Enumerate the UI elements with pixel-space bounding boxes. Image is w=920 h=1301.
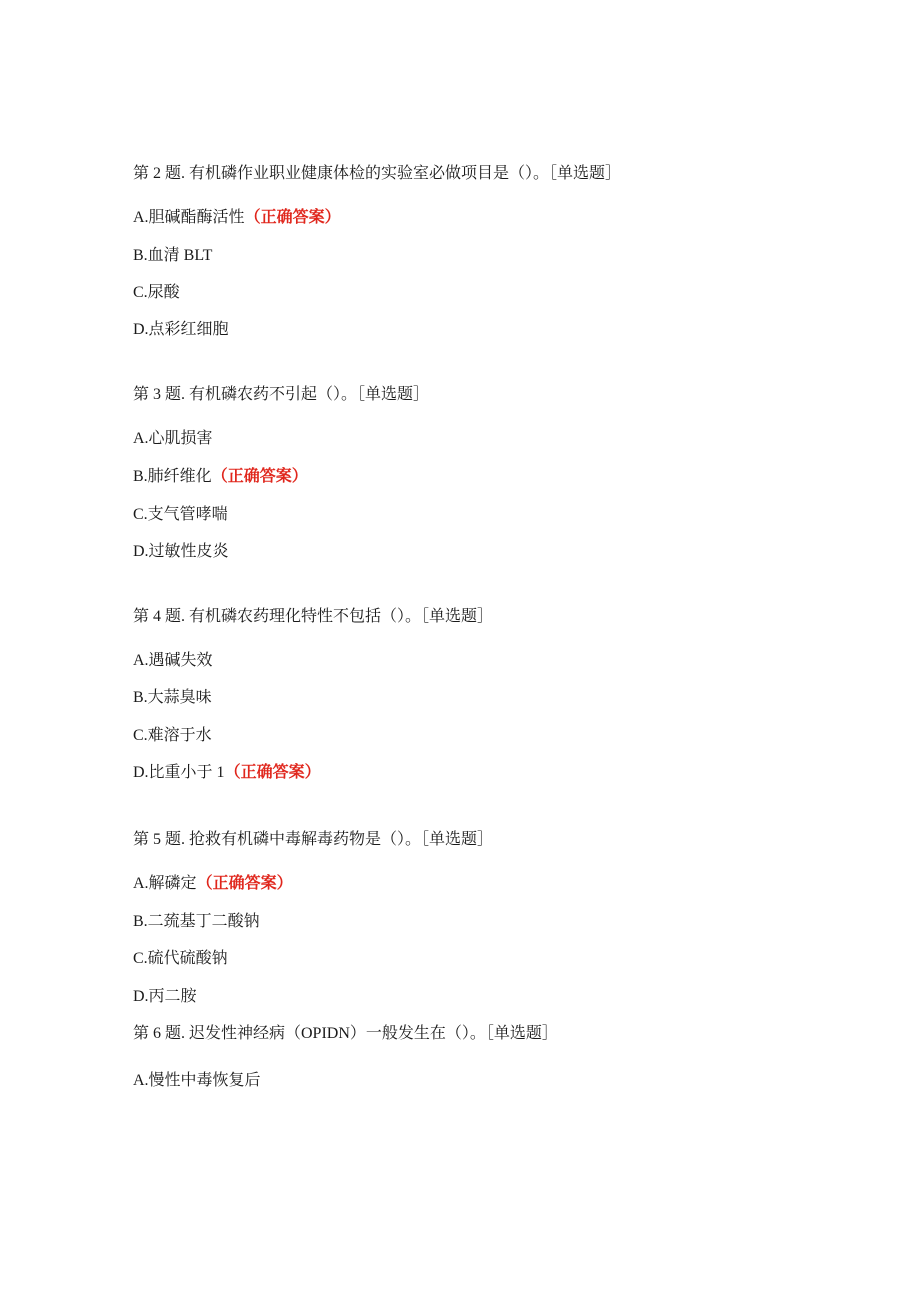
correct-answer-mark: （正确答案）: [196, 875, 293, 892]
option-item: [133, 688, 212, 708]
question-title: 第 5 题. 抢救有机磷中毒解毒药物是（）。［单选题］: [133, 831, 494, 848]
option-text: B.大蒜臭味: [133, 689, 212, 706]
question-title: 第 2 题. 有机磷作业职业健康体检的实验室必做项目是（）。［单选题］: [133, 165, 622, 182]
option-item: [133, 987, 197, 1007]
option-text: A.遇碱失效: [133, 652, 213, 669]
question-title: 第 6 题. 迟发性神经病（OPIDN）一般发生在（）。［单选题］: [133, 1025, 558, 1042]
option-item: [133, 467, 308, 487]
option-text: A.胆碱酯酶活性: [133, 209, 245, 226]
option-text: B.二巯基丁二酸钠: [133, 913, 260, 930]
option-text: D.点彩红细胞: [133, 321, 229, 338]
correct-answer-mark: （正确答案）: [224, 764, 321, 781]
option-item: [133, 208, 341, 228]
option-text: A.慢性中毒恢复后: [133, 1072, 261, 1089]
option-item: [133, 912, 260, 932]
option-text: D.比重小于 1: [133, 764, 225, 781]
option-item: [133, 320, 229, 340]
option-item: [133, 949, 228, 969]
correct-answer-mark: （正确答案）: [211, 468, 308, 485]
option-item: [133, 651, 213, 671]
option-text: A.解磷定: [133, 875, 197, 892]
option-item: [133, 246, 212, 266]
option-item: [133, 874, 293, 894]
option-item: [133, 429, 213, 449]
option-item: [133, 1071, 261, 1091]
option-item: [133, 726, 212, 746]
correct-answer-mark: （正确答案）: [244, 209, 341, 226]
option-text: C.支气管哮喘: [133, 506, 228, 523]
option-text: C.尿酸: [133, 284, 180, 301]
option-text: B.血清 BLT: [133, 247, 213, 264]
option-text: C.难溶于水: [133, 727, 212, 744]
option-item: [133, 763, 321, 783]
option-text: B.肺纤维化: [133, 468, 212, 485]
option-item: [133, 505, 228, 525]
option-item: [133, 283, 180, 303]
question-title: 第 3 题. 有机磷农药不引起（）。［单选题］: [133, 386, 430, 403]
option-text: D.过敏性皮炎: [133, 543, 229, 560]
question-title: 第 4 题. 有机磷农药理化特性不包括（）。［单选题］: [133, 608, 494, 625]
option-text: D.丙二胺: [133, 988, 197, 1005]
option-text: A.心肌损害: [133, 430, 213, 447]
option-item: [133, 542, 229, 562]
option-text: C.硫代硫酸钠: [133, 950, 228, 967]
